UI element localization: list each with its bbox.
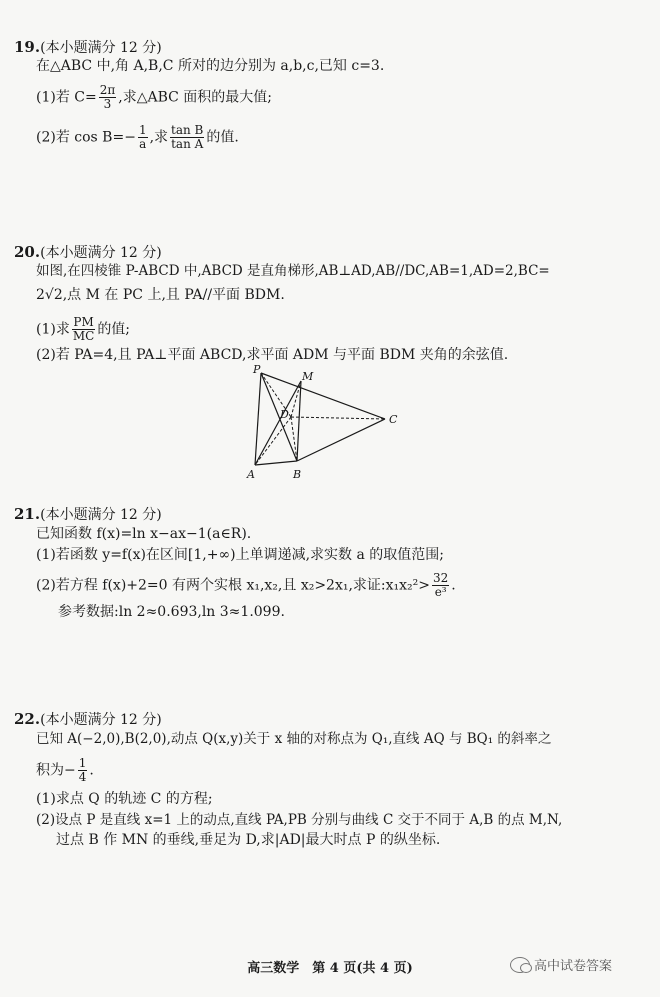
denominator: tan A: [171, 137, 204, 151]
page-footer: 高三数学 第 4 页(共 4 页): [247, 961, 413, 976]
text: 的值;: [97, 321, 131, 338]
problem-20-part1: [36, 316, 130, 343]
fraction: [432, 572, 449, 599]
problem-19-part1: [36, 84, 272, 111]
problem-22-part2-line2: 过点 B 作 MN 的垂线,垂足为 D,求|AD|最大时点 P 的纵坐标.: [56, 832, 441, 848]
problem-header: (本小题满分 12 分): [40, 245, 162, 261]
problem-number: 21.: [14, 505, 41, 523]
label-A: A: [247, 468, 255, 481]
edge-AB: [255, 461, 297, 465]
text: (2)若方程 f(x)+2=0 有两个实根 x₁,x₂,且 x₂>2x₁,求证:x₁x₂²>: [36, 577, 431, 594]
wechat-icon: [510, 957, 530, 973]
numerator: PM: [73, 315, 94, 329]
pyramid-diagram: [245, 365, 405, 485]
fraction: [170, 124, 204, 151]
problem-22-stem-line2: [36, 757, 94, 784]
problem-22-stem-line1: 已知 A(−2,0),B(2,0),动点 Q(x,y)关于 x 轴的对称点为 Q₁,直线 AQ 与 BQ₁ 的斜率之: [36, 731, 552, 747]
problem-header: (本小题满分 12 分): [40, 507, 162, 523]
problem-number: 22.: [14, 710, 41, 728]
text: 的值.: [206, 129, 239, 146]
problem-19-part2: [36, 124, 239, 151]
watermark-text: 高中试卷答案: [534, 959, 613, 974]
text: ,求△ABC 面积的最大值;: [118, 89, 273, 106]
fraction: [138, 124, 148, 151]
problem-header: (本小题满分 12 分): [40, 40, 162, 56]
denominator: 4: [78, 770, 87, 784]
denominator: a: [139, 137, 147, 151]
problem-header: (本小题满分 12 分): [40, 712, 162, 728]
label-M: M: [302, 370, 314, 383]
text: .: [89, 762, 94, 779]
pyramid-figure: [245, 365, 405, 485]
fraction: [99, 84, 117, 111]
watermark: [510, 955, 612, 974]
edge-PA: [255, 373, 261, 465]
numerator: 32: [433, 571, 449, 585]
problem-20-heading: [14, 243, 162, 262]
text: (1)若 C=: [36, 89, 97, 106]
problem-21-reference: 参考数据:ln 2≈0.693,ln 3≈1.099.: [58, 604, 285, 620]
problem-21-part1: (1)若函数 y=f(x)在区间[1,+∞)上单调递减,求实数 a 的取值范围;: [36, 547, 445, 563]
problem-22-part1: (1)求点 Q 的轨迹 C 的方程;: [36, 791, 213, 807]
problem-19-heading: [14, 38, 162, 57]
label-B: B: [293, 468, 302, 481]
problem-20-part2: (2)若 PA=4,且 PA⊥平面 ABCD,求平面 ADM 与平面 BDM 夹角的余弦值.: [36, 347, 509, 363]
denominator: MC: [72, 329, 95, 343]
edge-DC: [291, 417, 385, 419]
problem-21-heading: [14, 505, 162, 524]
denominator: 3: [103, 97, 112, 111]
problem-21-part2: [36, 572, 456, 599]
problem-19-stem: 在△ABC 中,角 A,B,C 所对的边分别为 a,b,c,已知 c=3.: [36, 58, 385, 74]
text: (2)若 cos B=−: [36, 129, 136, 146]
fraction: [72, 316, 95, 343]
problem-21-stem: 已知函数 f(x)=ln x−ax−1(a∈R).: [36, 526, 252, 542]
numerator: 1: [138, 123, 147, 137]
label-P: P: [253, 365, 261, 376]
denominator: e³: [434, 585, 447, 599]
edge-BC: [297, 419, 385, 461]
label-D: D: [280, 408, 289, 421]
numerator: tan B: [171, 123, 204, 137]
text: .: [451, 577, 456, 594]
edge-MB: [297, 381, 301, 461]
text: (1)求: [36, 321, 70, 338]
numerator: 2π: [99, 83, 116, 97]
label-C: C: [389, 413, 398, 426]
problem-number: 20.: [14, 243, 41, 261]
problem-20-stem-line2: 2√2,点 M 在 PC 上,且 PA//平面 BDM.: [36, 287, 285, 303]
problem-22-part2-line1: (2)设点 P 是直线 x=1 上的动点,直线 PA,PB 分别与曲线 C 交于不同于 A,B 的点 M,N,: [36, 812, 563, 828]
fraction: [78, 757, 88, 784]
edge-DA: [255, 417, 291, 465]
problem-number: 19.: [14, 38, 41, 56]
numerator: 1: [78, 756, 87, 770]
problem-22-heading: [14, 710, 162, 729]
problem-20-stem-line1: 如图,在四棱锥 P-ABCD 中,ABCD 是直角梯形,AB⊥AD,AB//DC,AB=1,AD=2,BC=: [36, 263, 550, 279]
text: ,求: [149, 129, 169, 146]
text: 积为−: [36, 762, 76, 779]
